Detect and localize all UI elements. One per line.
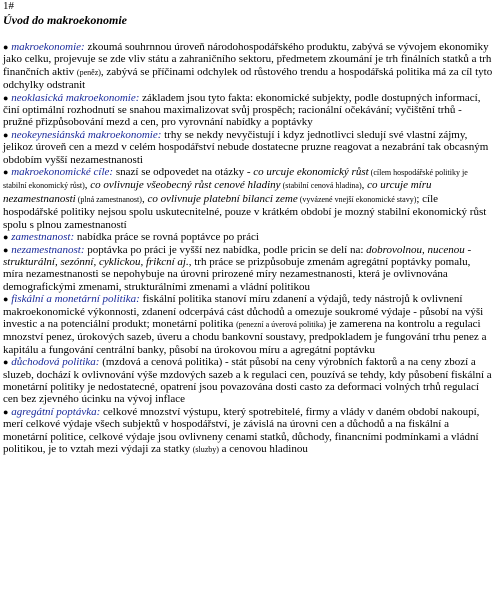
- entry-text: poptávka po práci je vyšší nez nabídka, podle pricin se delí na:: [84, 243, 367, 256]
- entry-text: zkoumá souhrnnou úroveň národohospodářského produktu, zabývá se vývojem ekonomiky jako celku, projevuje se zde vliv státu a zahraničního sektoru, předmetem zkoumání je trh finálních statků a trh finančních aktiv: [3, 41, 492, 78]
- entry-neokeynesianska: [3, 129, 493, 166]
- entry-term: důchodová politika:: [11, 356, 100, 369]
- entry-text-continued: , zabývá se příčinami odchylek od růstového trendu a hospodářská politika má za cíl tyto odchylky odstranit: [3, 65, 493, 92]
- entry-text-continued: je zamerena na kontrolu a regulaci mnozství penez, úrokových sazeb, úveru a chodu bankovní soustavy, predpokladem je fungování trhu penez a kapitálu a fungování centrální banky, působí na úrokovou míru a agregátní poptávku: [3, 317, 487, 356]
- entry-term: zamestnanost:: [11, 231, 75, 244]
- unemployment-types: dobrovolnou, nucenou - strukturální, sezónní, cyklickou, frikcní aj.: [3, 243, 472, 268]
- entry-note: (peněz): [76, 67, 101, 77]
- entry-neoklasicka: [3, 92, 493, 129]
- entry-term: neokeynesiánská makroekonomie:: [11, 128, 162, 141]
- entry-text: celkové mnozství výstupu, který spotrebitelé, firmy a vlády v daném období nakoupí, merí celkové výdaje všech subjektů v hospodářství, je závislá na úrovni cen a důchodů a na fiskální a monetární politice, celkové výdaje jsou ovlivneny cenami statků, důchody, financními podmínkami a vládní politikou, je to vztah mezi výdaji za statky: [3, 405, 480, 455]
- separator: ,: [141, 192, 148, 205]
- bullet-icon: ●: [3, 244, 9, 255]
- bullet-icon: ●: [3, 357, 9, 368]
- entry-text-continued: ; cíle hospodářské politiky nejsou spolu uskutecnitelné, pouze v krátkém období je mozný stabilní ekonomický růst spolu s plnou zamestnaností: [3, 192, 487, 231]
- entry-text: základem jsou tyto fakta: ekonomické subjekty, podle dostupných informací, činí optimální rozhodnutí se snahou maximalizovat svůj prospěch; racionální očekávání; vyčištění trhů - pružné přizpůsobování mezd a cen, pro vyrovnání nabídky a poptávky: [3, 91, 481, 129]
- bullet-icon: ●: [3, 92, 9, 103]
- separator: ,: [84, 179, 91, 192]
- entry-term: makroekonomické cíle:: [11, 166, 114, 179]
- entry-term: agregátní poptávka:: [11, 405, 101, 418]
- entry-makroekonomie: [3, 41, 493, 92]
- bullet-icon: ●: [3, 232, 9, 243]
- entry-note: (plná zamestnanost): [75, 194, 142, 204]
- entry-text: fiskální politika stanoví míru zdanení a výdajů, tedy nástrojů k ovlivnení makroekonomické výkonnosti, zdanení odcerpává cást důchodů a omezuje soukromé výdaje - působí na výši investic a na potenciální produkt; monetární politika: [3, 293, 484, 330]
- entry-text: nabídka práce se rovná poptávce po práci: [74, 231, 259, 244]
- entry-term: fiskální a monetární politika:: [11, 293, 140, 306]
- entry-nezamestnanost: [3, 244, 493, 294]
- document-title: Úvod do makroekonomie: [3, 13, 127, 27]
- bullet-icon: ●: [3, 406, 9, 417]
- separator: ,: [361, 179, 368, 192]
- question-balance: co ovlivnuje platební bilanci zeme: [147, 192, 298, 205]
- entry-note: (cílem hospodářské politiky je stabilní ekonomický růst): [3, 168, 468, 191]
- question-unemployment: co urcuje míru nezamestnanosti: [3, 179, 432, 205]
- entry-term: neoklasická makroekonomie:: [11, 91, 140, 104]
- question-price-level: co ovlivnuje všeobecný růst cenové hladiny: [90, 179, 281, 192]
- entry-term: makroekonomie:: [11, 41, 85, 53]
- entry-text: (mzdová a cenová politika) - stát působí na ceny výrobních faktorů a na ceny zbozí a sluzeb, dochází k ovlivnování výše mzdových sazeb a k regulaci cen, pouzívá se tehdy, kdy působení fiskální a monetární politiky je nedostatecné, opatrení jsou povazována dosti casto za deformaci volných trhů regulací cen bez zjevného úcinku na vývoj inflace: [3, 356, 492, 406]
- entry-agregatni: [3, 406, 493, 457]
- entry-text: trhy se nekdy nevyčistují i kdyz jednotlivci sledují své vlastní zájmy, jelikoz úroveň cen a mezd v celém hospodářství nebude dostatecne pruzne reagovat a nezabrání tak obcasným obdobím vyšší nezamestnanosti: [3, 128, 489, 166]
- page-number: 1#: [3, 0, 14, 12]
- entry-zamestnanost: [3, 231, 493, 243]
- bullet-icon: ●: [3, 42, 9, 52]
- entry-cile: [3, 166, 493, 231]
- entry-fiskalni: [3, 293, 493, 356]
- entry-text: snazí se odpovedet na otázky -: [113, 166, 254, 179]
- entry-note: (penezní a úverová politika): [236, 319, 327, 329]
- entry-text-continued: , trh práce se prizpůsobuje zmenám agregátní poptávky pomalu, míra nezamestnanosti se nepohybuje na úrovni prirozené míry nezamestnanosti, která je ovlivnována demografickými zmenami, strukturálními zmenami a vládní politikou: [3, 255, 471, 293]
- document-page: [3, 0, 493, 456]
- entry-note: (stabilní cenová hladina): [280, 181, 362, 191]
- entry-duchodova: [3, 356, 493, 406]
- entry-text-continued: a cenovou hladinou: [218, 443, 308, 455]
- entry-term: nezamestnanost:: [11, 243, 85, 256]
- bullet-icon: ●: [3, 294, 9, 305]
- entry-note: (vyvázené vnejší ekonomické stavy): [297, 194, 417, 204]
- entry-note: (sluzby): [192, 445, 219, 454]
- question-growth: co urcuje ekonomický růst: [253, 166, 369, 179]
- bullet-icon: ●: [3, 129, 9, 140]
- bullet-icon: ●: [3, 167, 9, 178]
